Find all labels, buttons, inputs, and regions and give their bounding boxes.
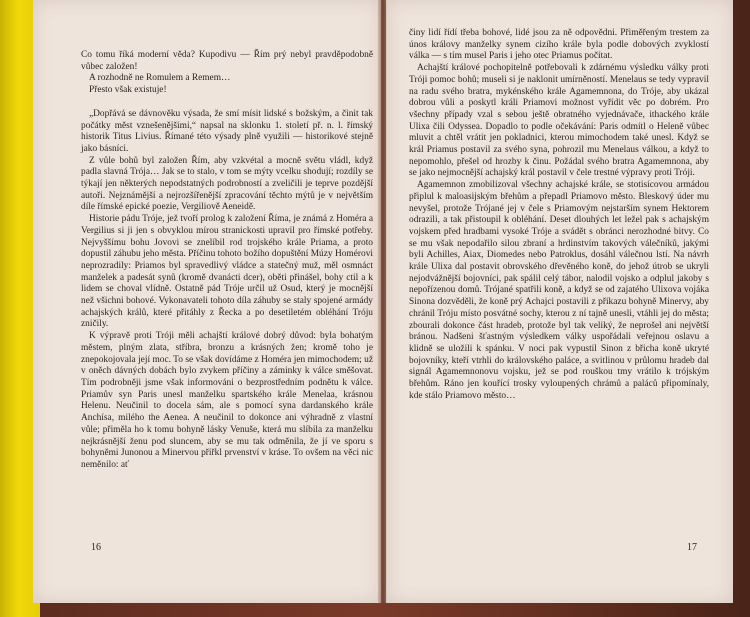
right-paragraph-1: činy lidí řídí třeba bohové, lidé jsou za ně odpovědni. Přiměřeným trestem za únos královy manželky synem cizího krále byla podle dobových zvyklostí válka — s tím musel Paris i jeho otec Priamus počítat.	[409, 28, 709, 62]
left-paragraph-3: Přesto však existuje!	[89, 85, 167, 96]
left-page-number: 16	[91, 542, 101, 553]
left-paragraph-5: Z vůle bohů byl založen Řím, aby vzkvétal a mocně světu vládl, když padla slavná Trója… Jak se to stalo, v tom se mýty vcelku shodují; rozdíly se týkají jen některých nepodstatných podrobností a zveličili je teprve pozdější autoři. Nejznámější a nejrozšířenější zpracování těchto mýtů je v největším díle římské epické poezie, Vergiliově Aeneidě.	[81, 155, 373, 213]
left-paragraph-2: A rozhodně ne Romulem a Remem…	[89, 73, 231, 84]
left-paragraph-6: Historie pádu Tróje, jež tvoří prolog k založení Říma, je známá z Homéra a Vergilius si ji jen s obvyklou mírou stranickosti upravil pro římské potřeby. Nejvyššímu bohu Jovovi se znelíbil rod trojského krále Priama, a proto dopustil záhubu jeho města. Příčinu tohoto božího dopuštění Múzy Homérovi neprozradily: Priamos byl spravedlivý vládce a statečný muž, měl osmnáct manželek a padesát synů (kromě dvanácti dcer), oběti přinášel, bohy ctil a k lidem se choval vlídně. Ostatně pád Tróje určil už Osud, který je mocnější než všichni bohové. Vykonavateli tohoto díla záhuby se staly spojené armády achajských králů, které přitáhly z Řecka a po desetiletém obléhání Tróju zničily.	[81, 214, 373, 330]
left-paragraph-4: „Dopřává se dávnověku výsada, že smí mísit lidské s božským, a činit tak počátky měst vznešenějšími,“ napsal na sklonku 1. století př. n. l. římský historik Titus Livius. Římané této výsady plně využili — historikové stejně jako básníci.	[81, 108, 373, 154]
right-paragraph-3: Agamemnon zmobilizoval všechny achajské krále, se stotisícovou armádou připlul k maloasijským břehům a přepadl Priamovo město. Bleskový úder mu nevyšel, protože Trójané jej v čele s Priamovým nejstarším synem Hektorem odrazili, a tak přistoupil k obléhání. Deset dlouhých let ležel pak s achajským vojskem před hradbami vysoké Tróje a svádět s obránci nerozhodné bitvy. Co se mu však nepodařilo silou zbraní a hrdinstvím takových válečníků, jakými byli Achilles, Aiax, Diomedes nebo Patroklus, dosáhl válečnou lstí. Na návrh krále Ulixa dal postavit obrovského dřevěného koně, do jehož útrob se ukryli nejodvážnější bojovníci, pak spálil celý tábor, nalodil vojsko a odplul jakoby s nepořízenou domů. Trójané spatřili koně, a když se od zajatého Ulixova vojáka Sinona dozvěděli, že koně prý Achajci postavili z příkazu bohyně Minervy, aby chránil Tróju místo posvátné sochy, kterou z ní tajně unesli, vtáhli jej do města; zbourali dokonce část hradeb, protože byl tak veliký, že neprošel ani největší bránou. Nadšeni šťastným výsledkem války uspořádali veřejnou oslavu a klidně se uložili k spánku. V noci pak vypustil Sinon z břicha koně ukryté bojovníky, kteří vtrhli do královského paláce, a svitlinou v průlomu hradeb dal signál Agamemnonovu vojsku, jež se pod rouškou tmy vrátilo k trójským břehům. Ráno jen kouřící trosky vyloupených chrámů a paláců připomínaly, kde stálo Priamovo město…	[409, 180, 709, 401]
left-paragraph-7: K výpravě proti Tróji měli achajští králové dobrý důvod: byla bohatým městem, plným zlata, stříbra, bronzu a krásných žen; kromě toho je znepokojovala její moc. To se však dovídáme z Homéra jen mimochodem; už v oněch dávných dobách bylo zvykem příčiny a záminky k válce směšovat. Tím podrobněji jsme však informováni o bezprostředním podnětu k válce. Priamův syn Paris unesl manželku spartského krále Menelaa, krásnou Helenu. Neučinil to docela sám, ale s pomocí syna dardanského krále Anchísa, milého the Aenea. A neučinil to dokonce ani výhradně z vlastní vůle; přiměla ho k tomu bohyně lásky Venuše, která mu slíbila za manželku nejkrásnější ženu pod sluncem, aby se mu tak odměnila, že jí ve sporu s bohyněmi Junonou a Minervou přiřkl prvenství v kráse. To ovšem na věci nic neměnilo: ať	[81, 331, 373, 470]
right-page-text	[409, 28, 709, 403]
left-page-text	[81, 50, 373, 472]
left-page	[33, 0, 381, 603]
right-paragraph-2: Achajští králové pochopitelně potřebovali k zdárnému výsledku války proti Tróji pomoc bohů; museli si je naklonit umírněností. Menelaus se tedy vypravil na radu svého bratra, mykénského krále Agamemnona, do Tróje, aby ukázal dobrou vůli a poskytl králi Priamovi možnost vyřídit věc po dobrém. Pro všechny případy vzal s sebou ještě obratného vyjednávače, ithackého krále Ulixa čili Odyssea. Dopadlo to podle očekávání: Paris odmítl o Heleně vůbec mluvit a chtěl vrátit jen pokladnici, kterou mimochodem také unesl. Když se král Priamus postavil za svého syna, pohrozil mu Menelaus válkou, a když to nepomohlo, přešel od hrozby k činu. Požádal svého bratra Agamemnona, aby se jako nejmocnější achajský král postavil v čele trestné výpravy proti Tróji.	[409, 63, 709, 179]
left-paragraph-1: Co tomu říká moderní věda? Kupodivu — Řím prý nebyl pravděpodobně vůbec založen!	[81, 50, 373, 72]
right-page	[386, 0, 733, 603]
right-page-number: 17	[687, 542, 697, 553]
